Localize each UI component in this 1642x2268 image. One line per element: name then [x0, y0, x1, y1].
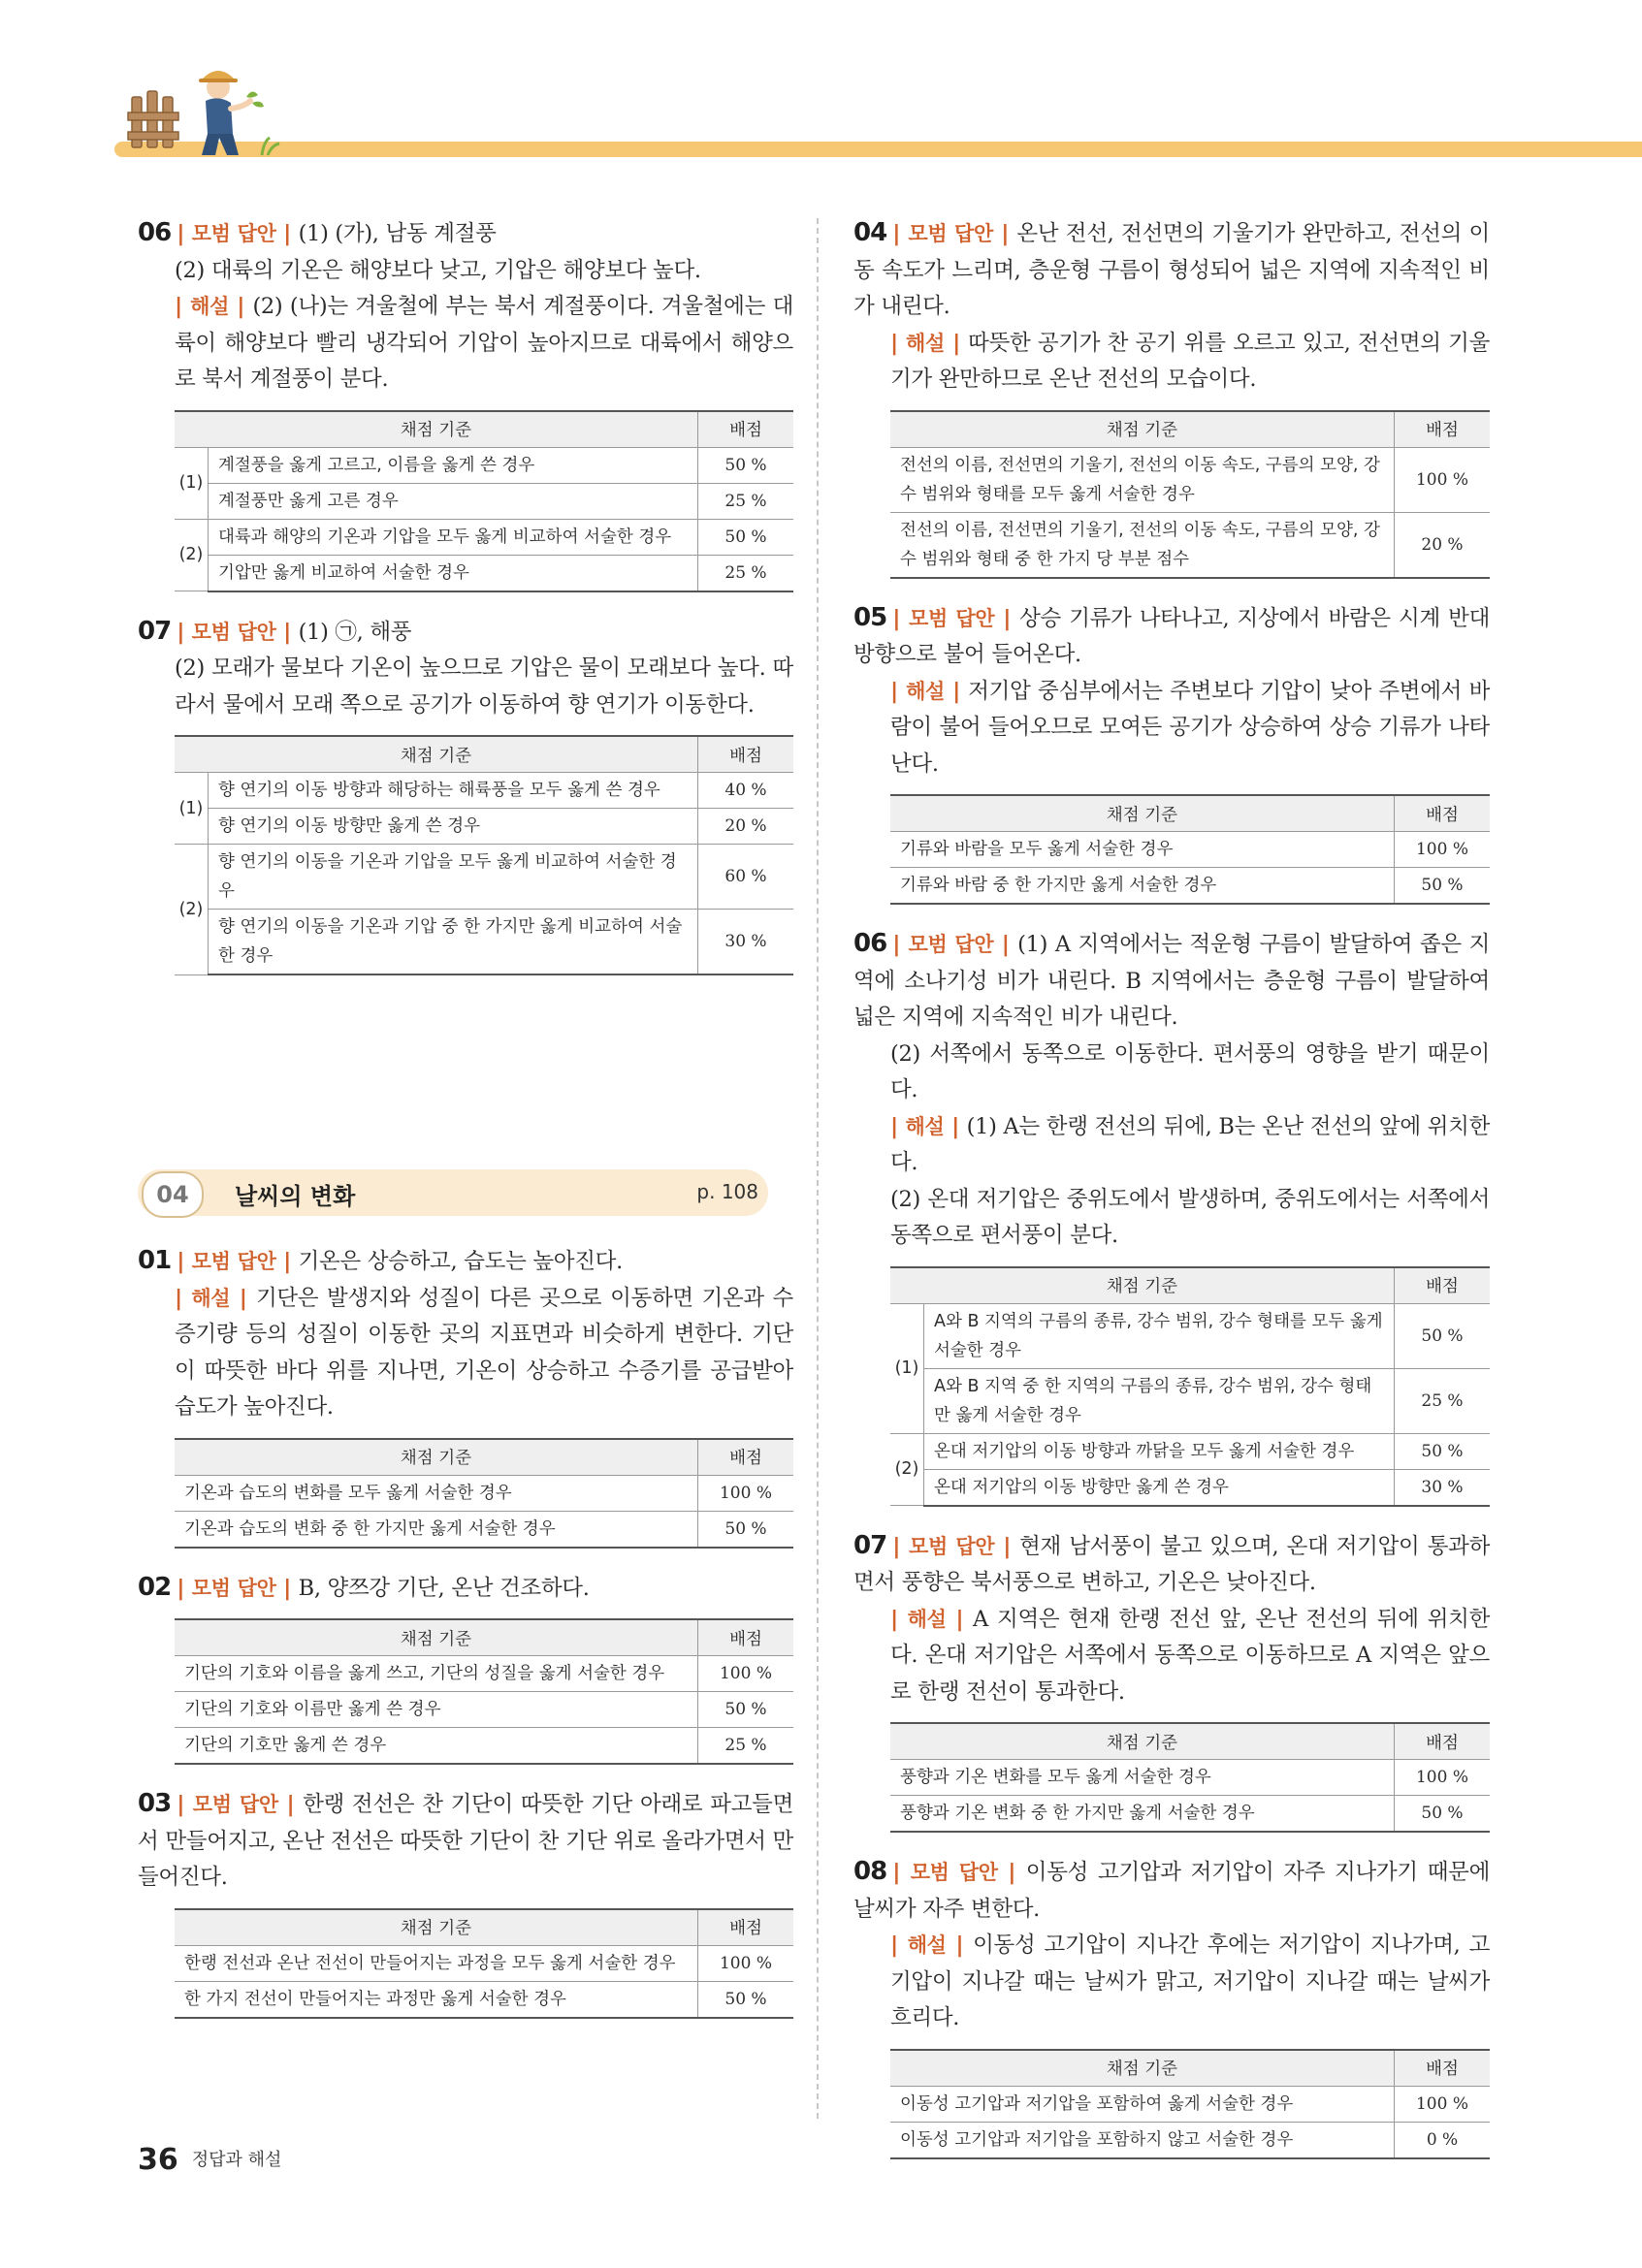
table-row — [175, 555, 793, 591]
explanation-tag: 해설 — [906, 331, 946, 355]
table-row — [890, 2122, 1490, 2158]
scoring-table — [890, 410, 1490, 579]
scoring-table — [890, 794, 1490, 905]
question-08: 08 | 모범 답안 | 이동성 고기압과 저기압이 자주 지나가기 때문에 날씨가 자주 변한다. | 해설 | 이동성 고기압이 지나간 후에는 저기압이 지나가며, 고기압이 지나갈 때는 날씨가 맑고, 저기압이 지나갈 때는 날씨가 흐리다. 채점 기준 배점 이동성 고기압과 저기압을 포함하여 옳게 서술한 경우 100 % 이동성 고기압과 저기압을 포함하지 않고 서술한 경우 0 % — [853, 1854, 1490, 2159]
explanation-tag: 해설 — [190, 295, 230, 318]
points-cell: 25 % — [1395, 1368, 1491, 1433]
criteria-cell: 풍향과 기온 변화 중 한 가지만 옳게 서술한 경우 — [890, 1796, 1395, 1833]
left-column — [138, 215, 793, 2040]
criteria-cell: 온대 저기압의 이동 방향과 까닭을 모두 옳게 서술한 경우 — [924, 1433, 1395, 1469]
footer-label: 정답과 해설 — [191, 2150, 282, 2170]
scoring-table — [175, 410, 793, 592]
criteria-cell: 이동성 고기압과 저기압을 포함하여 옳게 서술한 경우 — [890, 2086, 1395, 2122]
table-row — [890, 512, 1490, 578]
points-header: 배점 — [1395, 1723, 1491, 1760]
points-cell: 50 % — [698, 1692, 794, 1728]
criteria-cell: 온대 저기압의 이동 방향만 옳게 쓴 경우 — [924, 1469, 1395, 1506]
farmer-illustration — [126, 58, 281, 160]
table-row — [890, 1368, 1490, 1433]
model-answer-tag: 모범 답안 — [909, 606, 995, 630]
explanation-text: (2) 온대 저기압은 중위도에서 발생하며, 중위도에서는 서쪽에서 동쪽으로 편서풍이 분다. — [890, 1186, 1490, 1248]
table-row — [175, 1728, 793, 1765]
points-cell: 0 % — [1395, 2122, 1491, 2158]
table-row — [175, 483, 793, 519]
unit-number: 04 — [142, 1171, 204, 1218]
answer-text: 이동성 고기압과 저기압이 자주 지나가기 때문에 날씨가 자주 변한다. — [853, 1860, 1491, 1922]
points-header: 배점 — [698, 1909, 794, 1946]
scoring-table — [890, 2049, 1490, 2159]
criteria-cell: 기단의 기호만 옳게 쓴 경우 — [175, 1728, 698, 1765]
table-row — [890, 1469, 1490, 1506]
answer-text: 온난 전선, 전선면의 기울기가 완만하고, 전선의 이동 속도가 느리며, 층운형 구름이 형성되어 넓은 지역에 지속적인 비가 내린다. — [853, 221, 1490, 319]
points-cell: 20 % — [698, 809, 794, 845]
points-header: 배점 — [698, 1619, 794, 1656]
table-row — [890, 1796, 1490, 1833]
points-cell: 25 % — [698, 555, 794, 591]
explanation-text: 따뜻한 공기가 찬 공기 위를 오르고 있고, 전선면의 기울기가 완만하므로 온난 전선의 모습이다. — [890, 330, 1490, 392]
criteria-cell: 기온과 습도의 변화 중 한 가지만 옳게 서술한 경우 — [175, 1511, 698, 1548]
table-row — [890, 1760, 1490, 1796]
criteria-header: 채점 기준 — [890, 1723, 1395, 1760]
question-06-prev: 06 | 모범 답안 | (1) (가), 남동 계절풍 (2) 대륙의 기온은 해양보다 낮고, 기압은 해양보다 높다. | 해설 | (2) (나)는 겨울철에 부는 북서 계절풍이다. 겨울철에는 대륙이 해양보다 빨리 냉각되어 기압이 높아지므로 대륙에서 해양으로 북서 계절풍이 분다. 채점 기준 배점 (1) 계절풍을 옳게 고르고, 이름을 옳게 쓴 경우 50 % 계절풍만 옳게 고른 경우 25 % (2) 대륙과 해양의 기온과 기압을 모두 옳게 비교하여 서술한 경우 50 % 기압만 옳게 비교하여 서술한 경우 25 % — [138, 215, 793, 592]
table-row — [175, 1692, 793, 1728]
criteria-header: 채점 기준 — [175, 736, 698, 773]
criteria-cell: 기단의 기호와 이름을 옳게 쓰고, 기단의 성질을 옳게 서술한 경우 — [175, 1656, 698, 1692]
criteria-cell: 전선의 이름, 전선면의 기울기, 전선의 이동 속도, 구름의 모양, 강수 범위와 형태 중 한 가지 당 부분 점수 — [890, 512, 1395, 578]
points-cell: 40 % — [698, 773, 794, 809]
points-cell: 100 % — [1395, 447, 1491, 512]
question-number: 08 — [853, 1857, 887, 1886]
answer-text: (1) (가), 남동 계절풍 — [298, 221, 497, 246]
criteria-header: 채점 기준 — [175, 1619, 698, 1656]
scoring-table — [175, 735, 793, 975]
answer-text: B, 양쯔강 기단, 온난 건조하다. — [298, 1575, 590, 1601]
answer-text: 기온은 상승하고, 습도는 높아진다. — [298, 1249, 623, 1274]
explanation-tag: 해설 — [907, 1607, 947, 1631]
question-03: 03 | 모범 답안 | 한랭 전선은 찬 기단이 따뜻한 기단 아래로 파고들면서 만들어지고, 온난 전선은 따뜻한 기단이 찬 기단 위로 올라가면서 만들어진다. 채점 기준 배점 한랭 전선과 온난 전선이 만들어지는 과정을 모두 옳게 서술한 경우 100 % 한 가지 전선이 만들어지는 과정만 옳게 서술한 경우 50 % — [138, 1786, 793, 2019]
criteria-header: 채점 기준 — [890, 1267, 1395, 1304]
scoring-table — [175, 1618, 793, 1765]
criteria-cell: A와 B 지역 중 한 지역의 구름의 종류, 강수 범위, 강수 형태만 옳게 서술한 경우 — [924, 1368, 1395, 1433]
explanation-tag: 해설 — [905, 1114, 945, 1138]
table-row — [175, 809, 793, 845]
criteria-cell: 향 연기의 이동 방향과 해당하는 해륙풍을 모두 옳게 쓴 경우 — [209, 773, 698, 809]
model-answer-tag: 모범 답안 — [191, 1576, 276, 1600]
answer-text: (2) 모래가 물보다 기온이 높으므로 기압은 물이 모래보다 높다. 따라서 물에서 모래 쪽으로 공기가 이동하여 향 연기가 이동한다. — [175, 655, 793, 718]
criteria-cell: 전선의 이름, 전선면의 기울기, 전선의 이동 속도, 구름의 모양, 강수 범위와 형태를 모두 옳게 서술한 경우 — [890, 447, 1395, 512]
points-header: 배점 — [698, 411, 794, 448]
answer-text: 상승 기류가 나타나고, 지상에서 바람은 시계 반대 방향으로 불어 들어온다. — [853, 605, 1491, 667]
table-row — [175, 1656, 793, 1692]
question-number: 01 — [138, 1246, 172, 1275]
table-row — [890, 868, 1490, 905]
points-cell: 50 % — [698, 1981, 794, 2018]
table-row — [175, 773, 793, 809]
explanation-text: 이동성 고기압이 지나간 후에는 저기압이 지나가며, 고기압이 지나갈 때는 날씨가 맑고, 저기압이 지나갈 때는 날씨가 흐리다. — [890, 1933, 1490, 2030]
model-answer-tag: 모범 답안 — [191, 620, 276, 644]
sub-label: (2) — [890, 1433, 924, 1506]
criteria-cell: 기온과 습도의 변화를 모두 옳게 서술한 경우 — [175, 1475, 698, 1511]
table-row — [890, 1433, 1490, 1469]
table-row — [175, 1981, 793, 2018]
points-cell: 20 % — [1395, 512, 1491, 578]
criteria-cell: 한 가지 전선이 만들어지는 과정만 옳게 서술한 경우 — [175, 1981, 698, 2018]
explanation-text: (2) (나)는 겨울철에 부는 북서 계절풍이다. 겨울철에는 대륙이 해양보다 빨리 냉각되어 기압이 높아지므로 대륙에서 해양으로 북서 계절풍이 분다. — [175, 294, 793, 392]
criteria-cell: 향 연기의 이동 방향만 옳게 쓴 경우 — [209, 809, 698, 845]
page-footer — [138, 2143, 281, 2177]
criteria-cell: 계절풍만 옳게 고른 경우 — [209, 483, 698, 519]
unit-title: 날씨의 변화 — [235, 1183, 356, 1210]
criteria-cell: 향 연기의 이동을 기온과 기압 중 한 가지만 옳게 비교하여 서술한 경우 — [209, 910, 698, 975]
criteria-cell: 기류와 바람 중 한 가지만 옳게 서술한 경우 — [890, 868, 1395, 905]
sub-label: (2) — [175, 519, 209, 591]
table-row — [175, 845, 793, 910]
criteria-cell: A와 B 지역의 구름의 종류, 강수 범위, 강수 형태를 모두 옳게 서술한 경우 — [924, 1303, 1395, 1368]
points-cell: 100 % — [1395, 1760, 1491, 1796]
unit-banner-background — [138, 1169, 768, 1216]
points-header: 배점 — [1395, 795, 1491, 832]
points-cell: 50 % — [1395, 1796, 1491, 1833]
column-divider — [817, 218, 819, 2119]
table-row — [175, 1511, 793, 1548]
points-cell: 30 % — [698, 910, 794, 975]
explanation-tag: 해설 — [907, 1933, 947, 1957]
answer-text: (1) A 지역에서는 적운형 구름이 발달하여 좁은 지역에 소나기성 비가 내린다. B 지역에서는 층운형 구름이 발달하여 넓은 지역에 지속적인 비가 내린다. — [853, 932, 1491, 1030]
criteria-cell: 풍향과 기온 변화를 모두 옳게 서술한 경우 — [890, 1760, 1395, 1796]
sub-label: (1) — [175, 447, 209, 519]
points-header: 배점 — [698, 1439, 794, 1476]
points-cell: 100 % — [698, 1656, 794, 1692]
table-row — [175, 447, 793, 483]
question-02: 02 | 모범 답안 | B, 양쯔강 기단, 온난 건조하다. 채점 기준 배점 기단의 기호와 이름을 옳게 쓰고, 기단의 성질을 옳게 서술한 경우 100 % 기단의 기호와 이름만 옳게 쓴 경우 50 % 기단의 기호만 옳게 쓴 경우 25 % — [138, 1570, 793, 1766]
criteria-cell: 기류와 바람을 모두 옳게 서술한 경우 — [890, 832, 1395, 868]
unit-page-reference: p. 108 — [696, 1180, 758, 1203]
points-cell: 50 % — [1395, 1303, 1491, 1368]
answer-text: (2) 대륙의 기온은 해양보다 낮고, 기압은 해양보다 높다. — [175, 257, 701, 283]
points-cell: 100 % — [1395, 2086, 1491, 2122]
points-cell: 50 % — [1395, 1433, 1491, 1469]
table-row — [890, 832, 1490, 868]
answer-text: (1) ㉠, 해풍 — [298, 619, 412, 645]
sub-label: (1) — [890, 1303, 924, 1433]
explanation-text: 기단은 발생지와 성질이 다른 곳으로 이동하면 기온과 수증기량 등의 성질이 이동한 곳의 지표면과 비슷하게 변한다. 기단이 따뜻한 바다 위를 지나면, 기온이 상승하고 수증기를 공급받아 습도가 높아진다. — [175, 1285, 793, 1420]
points-cell: 50 % — [1395, 868, 1491, 905]
criteria-header: 채점 기준 — [175, 1909, 698, 1946]
points-header: 배점 — [698, 736, 794, 773]
model-answer-tag: 모범 답안 — [191, 222, 276, 245]
scoring-table — [890, 1722, 1490, 1833]
criteria-cell: 이동성 고기압과 저기압을 포함하지 않고 서술한 경우 — [890, 2122, 1395, 2158]
page-number: 36 — [138, 2143, 178, 2177]
points-cell: 30 % — [1395, 1469, 1491, 1506]
model-answer-tag: 모범 답안 — [191, 1250, 276, 1273]
scoring-table — [175, 1438, 793, 1549]
question-06: 06 | 모범 답안 | (1) A 지역에서는 적운형 구름이 발달하여 좁은 지역에 소나기성 비가 내린다. B 지역에서는 층운형 구름이 발달하여 넓은 지역에 지속적인 비가 내린다. (2) 서쪽에서 동쪽으로 이동한다. 편서풍의 영향을 받기 때문이다. | 해설 | (1) A는 한랭 전선의 뒤에, B는 온난 전선의 앞에 위치한다. (2) 온대 저기압은 중위도에서 발생하며, 중위도에서는 서쪽에서 동쪽으로 편서풍이 분다. 채점 기준 배점 (1) A와 B 지역의 구름의 종류, 강수 범위, 강수 형태를 모두 옳게 서술한 경우 50 % A와 B 지역 중 한 지역의 구름의 종류, 강수 범위, 강수 형태만 옳게 서술한 경우 25 % (2) 온대 저기압의 이동 방향과 까닭을 모두 옳게 서술한 경우 50 % 온대 저기압의 이동 방향만 옳게 쓴 경우 30 % — [853, 926, 1490, 1507]
unit-banner — [138, 1169, 793, 1218]
table-row — [175, 519, 793, 555]
criteria-header: 채점 기준 — [175, 1439, 698, 1476]
points-cell: 25 % — [698, 1728, 794, 1765]
points-header: 배점 — [1395, 2050, 1491, 2087]
points-cell: 25 % — [698, 483, 794, 519]
table-row — [890, 447, 1490, 512]
criteria-cell: 계절풍을 옳게 고르고, 이름을 옳게 쓴 경우 — [209, 447, 698, 483]
criteria-cell: 기압만 옳게 비교하여 서술한 경우 — [209, 555, 698, 591]
points-cell: 100 % — [1395, 832, 1491, 868]
question-01: 01 | 모범 답안 | 기온은 상승하고, 습도는 높아진다. | 해설 | 기단은 발생지와 성질이 다른 곳으로 이동하면 기온과 수증기량 등의 성질이 이동한 곳의 지표면과 비슷하게 변한다. 기단이 따뜻한 바다 위를 지나면, 기온이 상승하고 수증기를 공급받아 습도가 높아진다. 채점 기준 배점 기온과 습도의 변화를 모두 옳게 서술한 경우 100 % 기온과 습도의 변화 중 한 가지만 옳게 서술한 경우 50 % — [138, 1243, 793, 1549]
question-07-prev: 07 | 모범 답안 | (1) ㉠, 해풍 (2) 모래가 물보다 기온이 높으므로 기압은 물이 모래보다 높다. 따라서 물에서 모래 쪽으로 공기가 이동하여 향 연기가 이동한다. 채점 기준 배점 (1) 향 연기의 이동 방향과 해당하는 해륙풍을 모두 옳게 쓴 경우 40 % 향 연기의 이동 방향만 옳게 쓴 경우 20 % (2) 향 연기의 이동을 기온과 기압을 모두 옳게 비교하여 서술한 경우 60 % 향 연기의 이동을 기온과 기압 중 한 가지만 옳게 비교하여 서술한 경우 30 % — [138, 614, 793, 976]
question-number: 06 — [853, 929, 887, 958]
table-row — [175, 910, 793, 975]
scoring-table — [175, 1908, 793, 2019]
answer-text: 현재 남서풍이 불고 있으며, 온대 저기압이 통과하면서 풍향은 북서풍으로 변하고, 기온은 낮아진다. — [853, 1533, 1491, 1595]
criteria-header: 채점 기준 — [890, 2050, 1395, 2087]
explanation-text: (1) A는 한랭 전선의 뒤에, B는 온난 전선의 앞에 위치한다. — [890, 1113, 1491, 1175]
answer-text: (2) 서쪽에서 동쪽으로 이동한다. 편서풍의 영향을 받기 때문이다. — [890, 1040, 1490, 1102]
question-07: 07 | 모범 답안 | 현재 남서풍이 불고 있으며, 온대 저기압이 통과하면서 풍향은 북서풍으로 변하고, 기온은 낮아진다. | 해설 | A 지역은 현재 한랭 전선 앞, 온난 전선의 뒤에 위치한다. 온대 저기압은 서쪽에서 동쪽으로 이동하므로 A 지역은 앞으로 한랭 전선이 통과한다. 채점 기준 배점 풍향과 기온 변화를 모두 옳게 서술한 경우 100 % 풍향과 기온 변화 중 한 가지만 옳게 서술한 경우 50 % — [853, 1528, 1490, 1834]
question-number: 06 — [138, 218, 172, 247]
criteria-cell: 한랭 전선과 온난 전선이 만들어지는 과정을 모두 옳게 서술한 경우 — [175, 1945, 698, 1981]
right-column — [853, 215, 1490, 2181]
question-number: 07 — [853, 1530, 887, 1560]
question-05: 05 | 모범 답안 | 상승 기류가 나타나고, 지상에서 바람은 시계 반대 방향으로 불어 들어온다. | 해설 | 저기압 중심부에서는 주변보다 기압이 낮아 주변에서 바람이 불어 들어오므로 모여든 공기가 상승하여 상승 기류가 나타난다. 채점 기준 배점 기류와 바람을 모두 옳게 서술한 경우 100 % 기류와 바람 중 한 가지만 옳게 서술한 경우 50 % — [853, 600, 1490, 906]
question-number: 07 — [138, 616, 172, 646]
points-cell: 50 % — [698, 447, 794, 483]
points-header: 배점 — [1395, 411, 1491, 448]
model-answer-tag: 모범 답안 — [908, 222, 993, 245]
header-band — [114, 142, 1642, 157]
scoring-table — [890, 1266, 1490, 1507]
model-answer-tag: 모범 답안 — [910, 1861, 998, 1884]
table-row — [175, 1945, 793, 1981]
question-number: 03 — [138, 1789, 172, 1818]
criteria-header: 채점 기준 — [890, 411, 1395, 448]
table-row — [890, 2086, 1490, 2122]
model-answer-tag: 모범 답안 — [909, 1534, 995, 1558]
model-answer-tag: 모범 답안 — [908, 933, 994, 956]
question-number: 05 — [853, 602, 887, 632]
explanation-tag: 해설 — [191, 1286, 231, 1310]
points-cell: 100 % — [698, 1945, 794, 1981]
points-header: 배점 — [1395, 1267, 1491, 1304]
table-row — [175, 1475, 793, 1511]
answer-text: 한랭 전선은 찬 기단이 따뜻한 기단 아래로 파고들면서 만들어지고, 온난 전선은 따뜻한 기단이 찬 기단 위로 올라가면서 만들어진다. — [138, 1792, 794, 1890]
criteria-cell: 대륙과 해양의 기온과 기압을 모두 옳게 비교하여 서술한 경우 — [209, 519, 698, 555]
explanation-tag: 해설 — [906, 679, 946, 703]
explanation-text: A 지역은 현재 한랭 전선 앞, 온난 전선의 뒤에 위치한다. 온대 저기압은 서쪽에서 동쪽으로 이동하므로 A 지역은 앞으로 한랭 전선이 통과한다. — [890, 1606, 1491, 1705]
sub-label: (2) — [175, 845, 209, 975]
points-cell: 50 % — [698, 519, 794, 555]
criteria-cell: 기단의 기호와 이름만 옳게 쓴 경우 — [175, 1692, 698, 1728]
points-cell: 60 % — [698, 845, 794, 910]
sub-label: (1) — [175, 773, 209, 845]
criteria-header: 채점 기준 — [890, 795, 1395, 832]
model-answer-tag: 모범 답안 — [192, 1793, 278, 1816]
criteria-cell: 향 연기의 이동을 기온과 기압을 모두 옳게 비교하여 서술한 경우 — [209, 845, 698, 910]
question-number: 02 — [138, 1572, 172, 1602]
points-cell: 50 % — [698, 1511, 794, 1548]
table-row — [890, 1303, 1490, 1368]
criteria-header: 채점 기준 — [175, 411, 698, 448]
explanation-text: 저기압 중심부에서는 주변보다 기압이 낮아 주변에서 바람이 불어 들어오므로 모여든 공기가 상승하여 상승 기류가 나타난다. — [890, 678, 1491, 777]
question-04: 04 | 모범 답안 | 온난 전선, 전선면의 기울기가 완만하고, 전선의 이동 속도가 느리며, 층운형 구름이 형성되어 넓은 지역에 지속적인 비가 내린다. | 해설 | 따뜻한 공기가 찬 공기 위를 오르고 있고, 전선면의 기울기가 완만하므로 온난 전선의 모습이다. 채점 기준 배점 전선의 이름, 전선면의 기울기, 전선의 이동 속도, 구름의 모양, 강수 범위와 형태를 모두 옳게 서술한 경우 100 % 전선의 이름, 전선면의 기울기, 전선의 이동 속도, 구름의 모양, 강수 범위와 형태 중 한 가지 당 부분 점수 20 % — [853, 215, 1490, 579]
question-number: 04 — [853, 218, 887, 247]
points-cell: 100 % — [698, 1475, 794, 1511]
